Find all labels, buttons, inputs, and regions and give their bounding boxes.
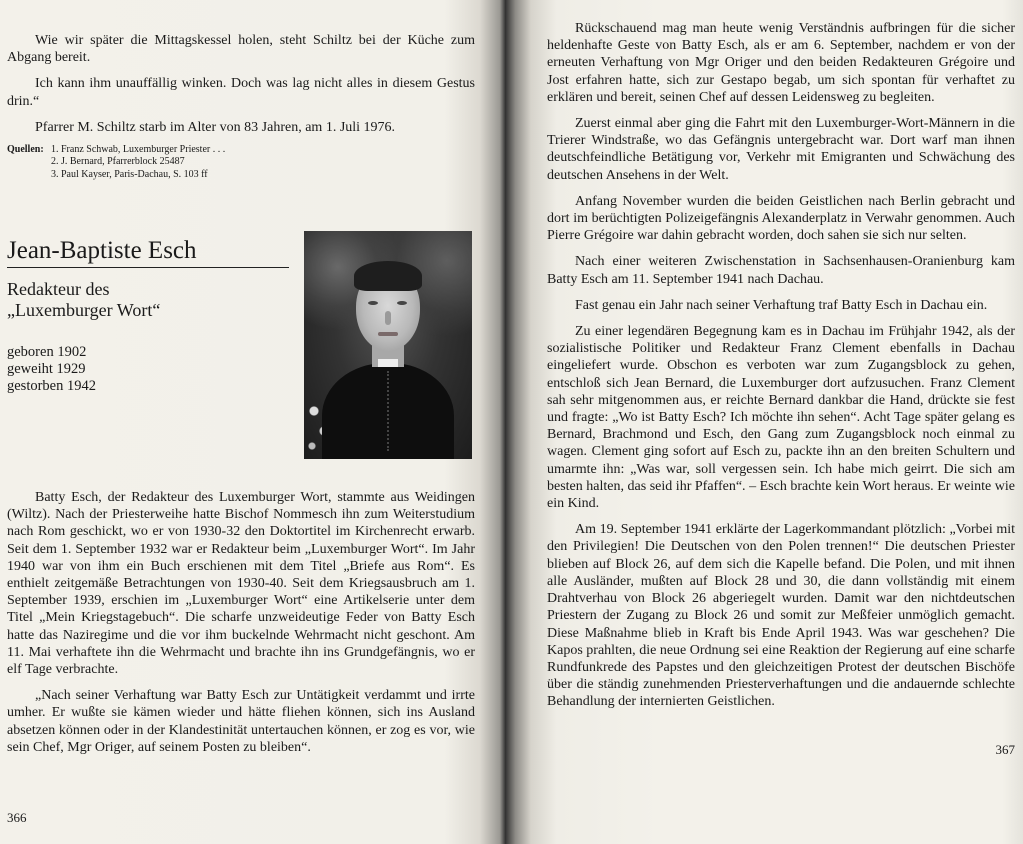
bio-subtitle-line: Redakteur des [7,278,110,299]
sources-list [7,144,475,181]
ordained-date: geweiht 1929 [7,360,86,377]
death-date: gestorben 1942 [7,377,96,394]
paragraph: Am 19. September 1941 erklärte der Lagerkommandant plötzlich: „Vorbei mit den Privilegien! Die Deutschen von den Polen trennen!“ Die deutschen Priester blieben auf Block 26, auf dem sich die Kapelle befand. Die Polen, und mit ihnen alle Ausländer, mußten auf Block 28 und 30, die dann vollständig mit einem Drahtverhau von Block 26 abgeriegelt wurden. Damit war den nichtdeutschen Priestern der Zugang zu Block 26 und somit zur Meßfeier unmöglich gemacht. Diese Maßnahme blieb in Kraft bis Ende April 1943. Was war geschehen? Die Kapos prahlten, die neue Ordnung sei eine Reaktion der Regierung auf eine scharfe Rundfunkrede des Papstes und den gleichzeitigen Protest der deutschen Bischöfe über die ständig zunehmenden Priesterverhaftungen und die andauernde schlechte Behandlung der internierten Geistlichen. [547,522,1015,710]
left-page [0,0,505,844]
bio-subtitle-line: „Luxemburger Wort“ [7,299,161,320]
paragraph: Zu einer legendären Begegnung kam es in Dachau im Frühjahr 1942, als der sozialistische Politiker und Redakteur Franz Clement ebenfalls in Dachau eingeliefert wurde. Obschon es verboten war zum Zugangsblock zu gehen, entschloß sich Jean Bernard, die Luxemburger dort aufzusuchen. Franz Clement sah sehr mitgenommen aus, er reichte Bernard dankbar die Hand, drückte sie fest und fragte: „Wo ist Batty Esch? Ich möchte ihn sehen“. Acht Tage später gelang es Bernard, Brachmond und Esch, den Gang zum Zugangsblock noch einmal zu wagen. Clement ging sofort auf Esch zu, packte ihn an den breiten Schultern und umarmte ihn: „Was war, soll vergessen sein. Ich habe mich geirrt. Die sich am besten halten, das seid ihr Pfaffen“. – Esch brachte kein Wort heraus. Er weinte wie ein Kind. [547,324,1015,512]
paragraph: Wie wir später die Mittagskessel holen, steht Schiltz bei der Küche zum Abgang bereit. [7,33,475,66]
paragraph: Pfarrer M. Schiltz starb im Alter von 83 Jahren, am 1. Juli 1976. [35,119,396,135]
bio-subtitle [7,279,160,321]
biography-header [7,231,475,471]
title-rule [7,267,289,268]
page-number: 367 [995,742,1015,757]
paragraph: Zuerst einmal aber ging die Fahrt mit den Luxemburger-Wort-Männern in die Trierer Windstraße, wo das Gefängnis untergebracht war. Dort warf man ihnen deutschfeindliche Betätigung vor, Verkehr mit Emigranten und Schwächung des deutschen Ansehens in der Welt. [547,116,1015,183]
right-page [505,0,1023,844]
bio-title: Jean-Baptiste Esch [7,236,197,264]
born-date: geboren 1902 [7,343,87,360]
source-item: 3. Paul Kayser, Paris-Dachau, S. 103 ff [51,168,208,180]
portrait-photo [304,231,472,459]
paragraph: Batty Esch, der Redakteur des Luxemburger Wort, stammte aus Weidingen (Wiltz). Nach der Priesterweihe hatte Bischof Nommesch ihn zum Weiterstudium nach Rom geschickt, wo er von 1930-32 den Doktortitel im Kirchenrecht erwarb. Seit dem 1. September 1932 war er Redakteur beim „Luxemburger Wort“. Im Jahr 1940 war von ihm ein Buch erschienen mit dem Titel „Briefe aus Rom“. Es enthielt zeitgemäße Betrachtungen von 1930-40. Seit dem Kriegsausbruch am 1. September 1939, erschien im „Luxemburger Wort“ eine Artikelserie unter dem Titel „Mein Kriegstagebuch“. Die scharfe unzweideutige Feder von Batty Esch hatte das Naziregime und die vor ihm buckelnde Wehrmacht nicht geschont. Am 11. Mai verhaftete ihn die Wehrmacht und brachte ihn ins Grundgefängnis, wo er elf Tage verbrachte. [7,489,475,677]
paragraph: Nach einer weiteren Zwischenstation in Sachsenhausen-Oranienburg kam Batty Esch am 11. September 1941 nach Dachau. [547,254,1015,287]
paragraph: Anfang November wurden die beiden Geistlichen nach Berlin gebracht und dort im berüchtigten Polizeigefängnis Alexanderplatz in Verwahr genommen. Auch Pierre Grégoire war dahin gebracht worden, doch sahen sie sich nur selten. [547,193,1015,244]
source-item: 2. J. Bernard, Pfarrerblock 25487 [51,156,185,168]
paragraph: Ich kann ihm unauffällig winken. Doch was lag nicht alles in diesem Gestus drin.“ [7,76,475,109]
sources-label: Quellen: [7,144,44,156]
paragraph: Fast genau ein Jahr nach seiner Verhaftung traf Batty Esch in Dachau ein. [575,297,988,313]
paragraph: Rückschauend mag man heute wenig Verständnis aufbringen für die sicher heldenhafte Geste von Batty Esch, als er am 6. September, nachdem er von der erneuten Verhaftung von Mgr Origer und den beiden Redakteuren Grégoire und Jost erfahren hatte, sich zur Gestapo begab, um sich spontan für verhaftet zu erklären und bereit, seinen Chef auf dessen Leidensweg zu begleiten. [547,21,1015,105]
source-item: 1. Franz Schwab, Luxemburger Priester . . . [51,144,226,156]
bio-dates [7,344,96,395]
paragraph: „Nach seiner Verhaftung war Batty Esch zur Untätigkeit verdammt und irrte umher. Er wußte sie kämen wieder und hätte fliehen können, sich ins Ausland absetzen können oder in der Klandestinität untertauchen können, er zog es vor, wie sein Chef, Mgr Origer, auf seinem Posten zu bleiben“. [7,688,475,755]
page-number: 366 [7,810,27,825]
